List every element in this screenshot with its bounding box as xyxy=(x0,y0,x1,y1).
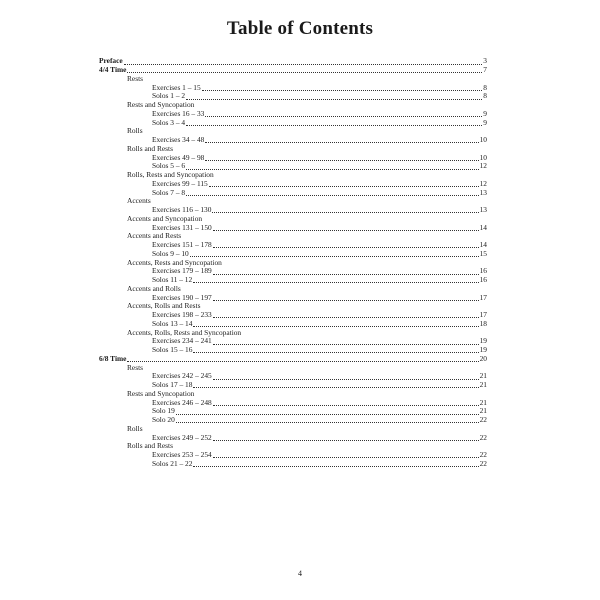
toc-entry-label: Accents xyxy=(127,196,151,206)
dot-leader xyxy=(193,350,478,353)
toc-entry-page: 17 xyxy=(479,292,487,302)
toc-entry-page: 19 xyxy=(479,345,487,355)
toc-entry-label: Solos 21 – 22 xyxy=(152,458,193,468)
dot-leader xyxy=(193,464,478,467)
toc-entry-label: Exercises 131 – 150 xyxy=(152,222,212,232)
toc-entry-page: 12 xyxy=(479,178,487,188)
dot-leader xyxy=(186,193,479,196)
toc-entry-page: 8 xyxy=(483,82,487,92)
toc-entry-page: 22 xyxy=(479,415,487,425)
toc-entry-page: 9 xyxy=(483,117,487,127)
toc-entry-label: Accents and Rests xyxy=(127,231,182,241)
dot-leader xyxy=(176,412,479,415)
page-number: 4 xyxy=(298,569,302,578)
toc-entry-page: 15 xyxy=(479,248,487,258)
dot-leader xyxy=(193,385,478,388)
toc-entry-label: Exercises 16 – 33 xyxy=(152,108,205,118)
toc-entry-label: Solos 1 – 2 xyxy=(152,91,186,101)
toc-entry-page: 9 xyxy=(483,108,487,118)
dot-leader xyxy=(213,438,479,441)
toc-entry-label: Solos 13 – 14 xyxy=(152,318,193,328)
toc-entry-label: Solo 19 xyxy=(152,406,175,416)
toc-entry xyxy=(99,119,487,128)
dot-leader xyxy=(190,254,479,257)
dot-leader xyxy=(213,228,479,231)
toc-entry-label: Exercises 249 – 252 xyxy=(152,432,212,442)
toc-entry-label: Accents, Rolls and Rests xyxy=(127,301,201,311)
toc-entry-label: Rolls, Rests and Syncopation xyxy=(127,170,214,180)
toc-entry-label: Rests xyxy=(127,362,144,372)
toc-entry-page: 12 xyxy=(479,161,487,171)
toc-entry-page: 10 xyxy=(479,152,487,162)
toc-entry-page: 22 xyxy=(479,458,487,468)
toc-entry-page: 17 xyxy=(479,310,487,320)
toc-entry-page: 3 xyxy=(483,56,487,66)
toc-entry-label: Solo 20 xyxy=(152,415,175,425)
toc-entry-page: 14 xyxy=(479,240,487,250)
toc-entry-label: 6/8 Time xyxy=(99,353,127,363)
toc-entry xyxy=(99,460,487,469)
dot-leader xyxy=(186,123,482,126)
toc-entry-label: Exercises 234 – 241 xyxy=(152,336,212,346)
page-title: Table of Contents xyxy=(226,18,374,39)
toc-entry-page: 20 xyxy=(479,353,487,363)
toc-entry-label: Rolls xyxy=(127,423,143,433)
dot-leader xyxy=(205,140,478,143)
dot-leader xyxy=(213,377,479,380)
toc-entry-label: Exercises 198 – 233 xyxy=(152,310,212,320)
toc-entry-label: 4/4 Time xyxy=(99,65,127,75)
toc-entry-label: Rolls xyxy=(127,126,143,136)
toc-entry-page: 19 xyxy=(479,336,487,346)
toc-entry-label: Exercises 151 – 178 xyxy=(152,240,212,250)
toc-entry-page: 16 xyxy=(479,266,487,276)
toc-entry-label: Solos 3 – 4 xyxy=(152,117,186,127)
toc-entry-label: Solos 5 – 6 xyxy=(152,161,186,171)
toc-entry-page: 21 xyxy=(479,397,487,407)
dot-leader xyxy=(127,70,482,73)
toc-entry-label: Rolls and Rests xyxy=(127,143,173,153)
toc-entry-label: Solos 17 – 18 xyxy=(152,380,193,390)
toc-entry-label: Accents and Syncopation xyxy=(127,213,203,223)
toc-entry-page: 18 xyxy=(479,318,487,328)
toc-entry-page: 16 xyxy=(479,275,487,285)
toc-entry-label: Exercises 99 – 115 xyxy=(152,178,208,188)
toc-entry-label: Exercises 116 – 130 xyxy=(152,205,212,215)
toc-entry-label: Exercises 1 – 15 xyxy=(152,82,201,92)
dot-leader xyxy=(209,184,479,187)
toc-entry-label: Preface xyxy=(99,56,123,66)
toc-entry-label: Exercises 242 – 245 xyxy=(152,371,212,381)
dot-leader xyxy=(205,158,478,161)
toc-entry-page: 21 xyxy=(479,406,487,416)
toc-entry-page: 14 xyxy=(479,222,487,232)
dot-leader xyxy=(213,272,479,275)
dot-leader xyxy=(205,114,482,117)
dot-leader xyxy=(124,62,483,65)
toc-entry xyxy=(99,346,487,355)
toc-entry-page: 21 xyxy=(479,380,487,390)
toc-entry-label: Rolls and Rests xyxy=(127,441,173,451)
toc-entry-page: 22 xyxy=(479,432,487,442)
dot-leader xyxy=(213,342,479,345)
toc-entry-label: Rests xyxy=(127,73,144,83)
toc-entry-label: Solos 9 – 10 xyxy=(152,248,189,258)
toc-entry-label: Exercises 253 – 254 xyxy=(152,450,212,460)
toc-entry-page: 7 xyxy=(483,65,487,75)
toc-entry-label: Solos 15 – 16 xyxy=(152,345,193,355)
toc-entry-label: Solos 7 – 8 xyxy=(152,187,186,197)
toc-entry-label: Exercises 34 – 48 xyxy=(152,135,205,145)
toc-entry-label: Rests and Syncopation xyxy=(127,100,195,110)
toc-entry-page: 13 xyxy=(479,205,487,215)
toc-section xyxy=(99,66,487,75)
dot-leader xyxy=(127,359,478,362)
dot-leader xyxy=(213,455,479,458)
dot-leader xyxy=(186,97,482,100)
table-of-contents xyxy=(99,57,487,468)
dot-leader xyxy=(193,324,478,327)
toc-entry-label: Exercises 49 – 98 xyxy=(152,152,205,162)
toc-section xyxy=(99,57,487,66)
toc-entry-label: Exercises 190 – 197 xyxy=(152,292,212,302)
toc-entry-label: Exercises 179 – 189 xyxy=(152,266,212,276)
dot-leader xyxy=(202,88,483,91)
toc-entry-page: 13 xyxy=(479,187,487,197)
toc-entry-label: Solos 11 – 12 xyxy=(152,275,193,285)
toc-entry-page: 10 xyxy=(479,135,487,145)
dot-leader xyxy=(213,403,479,406)
toc-entry-label: Accents, Rolls, Rests and Syncopation xyxy=(127,327,242,337)
toc-entry-label: Rests and Syncopation xyxy=(127,388,195,398)
toc-entry-label: Accents, Rests and Syncopation xyxy=(127,257,222,267)
toc-entry-label: Accents and Rolls xyxy=(127,283,181,293)
toc-entry-page: 21 xyxy=(479,371,487,381)
toc-entry-label: Exercises 246 – 248 xyxy=(152,397,212,407)
dot-leader xyxy=(193,280,478,283)
dot-leader xyxy=(213,298,479,301)
dot-leader xyxy=(213,245,479,248)
toc-entry-page: 22 xyxy=(479,450,487,460)
dot-leader xyxy=(213,315,479,318)
dot-leader xyxy=(186,167,479,170)
toc-entry xyxy=(99,416,487,425)
toc-entry-page: 8 xyxy=(483,91,487,101)
toc-section xyxy=(99,355,487,364)
dot-leader xyxy=(212,210,478,213)
toc-entry xyxy=(99,189,487,198)
dot-leader xyxy=(176,420,479,423)
